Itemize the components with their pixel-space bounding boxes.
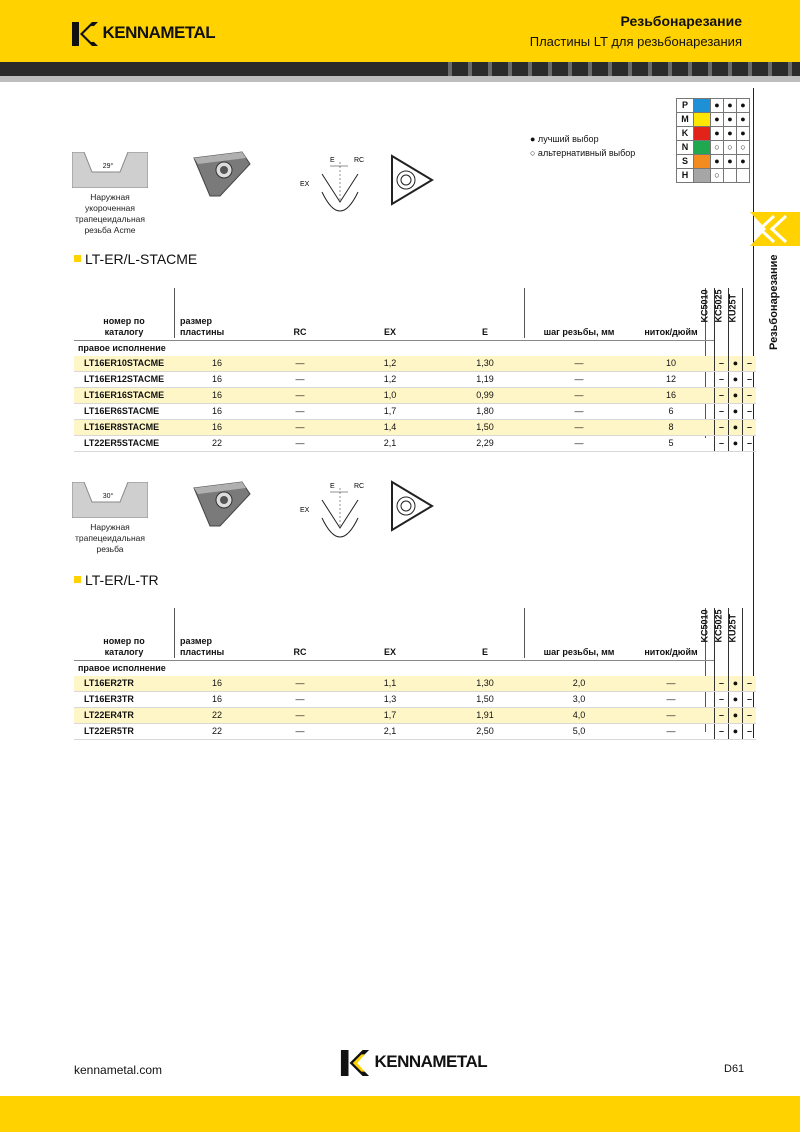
cell-tpi: 16 xyxy=(628,388,715,404)
material-grid xyxy=(676,98,750,183)
cell-size: 16 xyxy=(174,356,260,372)
cell-pitch: — xyxy=(530,436,628,452)
cell-ex: 1,7 xyxy=(340,404,440,420)
insert-geometry-diagram xyxy=(300,478,380,550)
cell-size: 22 xyxy=(174,436,260,452)
cell-g2: ● xyxy=(729,724,743,740)
caption-line: укороченная xyxy=(85,203,135,213)
cell-tpi: 8 xyxy=(628,420,715,436)
cell-g3: – xyxy=(743,692,757,708)
cell-cat: LT16ER8STACME xyxy=(74,420,174,436)
col-header-pitch: шаг резьбы, мм xyxy=(543,647,615,657)
cell-ex: 1,0 xyxy=(340,388,440,404)
section2-title-text: LT-ER/L-TR xyxy=(85,572,159,588)
cell-g1: – xyxy=(715,388,729,404)
insert-photo-icon xyxy=(190,150,254,198)
header-stripe-hatch xyxy=(440,62,800,76)
cell-tpi: — xyxy=(628,708,715,724)
cell-cat: LT16ER10STACME xyxy=(74,356,174,372)
table-row xyxy=(74,708,756,724)
svg-text:E: E xyxy=(330,157,335,164)
col-header-grade: KU25T xyxy=(743,608,757,661)
cell-cat: LT16ER16STACME xyxy=(74,388,174,404)
material-mark: ● xyxy=(737,99,750,113)
header-brand: KENNAMETAL xyxy=(102,23,216,43)
table-row xyxy=(74,420,756,436)
cell-g1: – xyxy=(715,404,729,420)
cell-pitch: — xyxy=(530,388,628,404)
cell-e: 0,99 xyxy=(440,388,530,404)
cell-size: 16 xyxy=(174,692,260,708)
cell-e: 1,50 xyxy=(440,692,530,708)
cell-rc: — xyxy=(260,676,340,692)
section1-title xyxy=(74,251,197,267)
cell-cat: LT16ER6STACME xyxy=(74,404,174,420)
col-header-rc: RC xyxy=(293,647,307,657)
cell-rc: — xyxy=(260,372,340,388)
cell-ex: 2,1 xyxy=(340,724,440,740)
material-mark: ● xyxy=(724,127,737,141)
cell-g2: ● xyxy=(729,404,743,420)
caption-line: Наружная xyxy=(90,522,130,532)
cell-rc: — xyxy=(260,388,340,404)
material-color-swatch xyxy=(694,127,711,141)
cell-g3: – xyxy=(743,388,757,404)
col-header-grade: KC5025 xyxy=(729,608,743,661)
section1-table xyxy=(74,288,756,452)
cell-ex: 1,2 xyxy=(340,356,440,372)
cell-rc: — xyxy=(260,356,340,372)
cell-ex: 1,1 xyxy=(340,676,440,692)
col-header-cat: номер по каталогу xyxy=(103,636,145,657)
cell-e: 1,19 xyxy=(440,372,530,388)
section2-table xyxy=(74,608,756,740)
cell-g3: – xyxy=(743,436,757,452)
legend-alt: ○ альтернативный выбор xyxy=(530,148,636,158)
header-logo xyxy=(72,22,215,46)
cell-tpi: 10 xyxy=(628,356,715,372)
page-title: Резьбонарезание xyxy=(620,13,742,29)
kennametal-k-icon xyxy=(340,1050,370,1076)
material-mark: ● xyxy=(711,113,724,127)
cell-g3: – xyxy=(743,420,757,436)
cell-e: 1,30 xyxy=(440,676,530,692)
cell-g3: – xyxy=(743,372,757,388)
cell-cat: LT16ER2TR xyxy=(74,676,174,692)
col-header-tpi: ниток/дюйм xyxy=(644,327,698,337)
material-letter: P xyxy=(677,99,694,113)
thread-angle-label: 29° xyxy=(102,163,114,170)
material-mark: ● xyxy=(724,155,737,169)
footer-logo xyxy=(340,1050,487,1076)
cell-rc: — xyxy=(260,436,340,452)
cell-g1: – xyxy=(715,356,729,372)
cell-size: 16 xyxy=(174,404,260,420)
cell-pitch: 4,0 xyxy=(530,708,628,724)
footer-brand: KENNAMETAL xyxy=(374,1052,488,1072)
svg-text:RC: RC xyxy=(354,483,365,490)
cell-size: 16 xyxy=(174,676,260,692)
material-mark xyxy=(724,169,737,183)
table-row xyxy=(74,356,756,372)
cell-g1: – xyxy=(715,724,729,740)
cell-tpi: — xyxy=(628,692,715,708)
cell-cat: LT22ER4TR xyxy=(74,708,174,724)
cell-g2: ● xyxy=(729,420,743,436)
cell-g2: ● xyxy=(729,388,743,404)
material-letter: S xyxy=(677,155,694,169)
material-row xyxy=(677,169,750,183)
side-tab-label: Резьбонарезание xyxy=(768,254,780,350)
cell-e: 2,29 xyxy=(440,436,530,452)
material-color-swatch xyxy=(694,155,711,169)
cell-ex: 2,1 xyxy=(340,436,440,452)
table-row xyxy=(74,724,756,740)
col-header-cat: номер по каталогу xyxy=(103,316,145,337)
material-mark: ● xyxy=(711,127,724,141)
cell-ex: 1,7 xyxy=(340,708,440,724)
table-row xyxy=(74,692,756,708)
caption-line: Наружная xyxy=(90,192,130,202)
cell-rc: — xyxy=(260,708,340,724)
col-header-grade: KC5025 xyxy=(729,288,743,341)
cell-g1: – xyxy=(715,436,729,452)
group-label: правое исполнение xyxy=(74,341,715,357)
cell-tpi: 6 xyxy=(628,404,715,420)
material-row xyxy=(677,141,750,155)
material-mark: ● xyxy=(737,155,750,169)
material-color-swatch xyxy=(694,113,711,127)
cell-g2: ● xyxy=(729,372,743,388)
cell-g1: – xyxy=(715,420,729,436)
caption-line: трапецеидальная xyxy=(74,214,146,224)
material-color-swatch xyxy=(694,141,711,155)
insert-topview-icon xyxy=(382,476,438,536)
cell-cat: LT22ER5STACME xyxy=(74,436,174,452)
material-color-swatch xyxy=(694,99,711,113)
caption-line: резьба Acme xyxy=(84,225,136,235)
cell-tpi: — xyxy=(628,676,715,692)
side-chevron-icon xyxy=(744,212,800,246)
table-row xyxy=(74,676,756,692)
section2-caption xyxy=(70,522,150,555)
cell-size: 16 xyxy=(174,420,260,436)
footer-band xyxy=(0,1096,800,1132)
thread-profile-icon xyxy=(72,482,148,518)
cell-size: 16 xyxy=(174,372,260,388)
cell-pitch: 2,0 xyxy=(530,676,628,692)
cell-tpi: 12 xyxy=(628,372,715,388)
cell-g1: – xyxy=(715,676,729,692)
material-mark: ● xyxy=(711,155,724,169)
caption-line: резьба xyxy=(96,544,124,554)
col-header-ex: EX xyxy=(383,327,396,337)
section2-title xyxy=(74,572,159,588)
material-letter: M xyxy=(677,113,694,127)
material-mark: ● xyxy=(737,127,750,141)
material-mark xyxy=(737,169,750,183)
table-row xyxy=(74,436,756,452)
cell-e: 1,91 xyxy=(440,708,530,724)
col-header-grade: KC5010 xyxy=(715,608,729,661)
cell-e: 1,80 xyxy=(440,404,530,420)
material-mark: ● xyxy=(711,99,724,113)
cell-g3: – xyxy=(743,708,757,724)
material-color-swatch xyxy=(694,169,711,183)
cell-g1: – xyxy=(715,708,729,724)
header-stripe-light xyxy=(0,76,800,82)
legend-best: ● лучший выбор xyxy=(530,134,599,144)
cell-tpi: 5 xyxy=(628,436,715,452)
page-number: D61 xyxy=(724,1063,745,1075)
col-header-rc: RC xyxy=(293,327,307,337)
cell-g3: – xyxy=(743,724,757,740)
col-header-size: размер пластины xyxy=(180,316,225,337)
material-row xyxy=(677,99,750,113)
table-row xyxy=(74,404,756,420)
cell-rc: — xyxy=(260,692,340,708)
cell-rc: — xyxy=(260,420,340,436)
cell-g1: – xyxy=(715,372,729,388)
cell-cat: LT16ER3TR xyxy=(74,692,174,708)
material-row xyxy=(677,155,750,169)
legend xyxy=(530,132,635,160)
cell-e: 1,50 xyxy=(440,420,530,436)
col-header-grade: KU25T xyxy=(743,288,757,341)
section-bullet-icon xyxy=(74,255,81,262)
cell-e: 1,30 xyxy=(440,356,530,372)
cell-g2: ● xyxy=(729,436,743,452)
insert-geometry-diagram xyxy=(300,152,380,224)
cell-g2: ● xyxy=(729,708,743,724)
svg-text:RC: RC xyxy=(354,157,365,164)
footer-url[interactable]: kennametal.com xyxy=(74,1063,163,1077)
material-mark: ● xyxy=(724,99,737,113)
material-letter: N xyxy=(677,141,694,155)
material-letter: H xyxy=(677,169,694,183)
svg-text:E: E xyxy=(330,483,335,490)
cell-e: 2,50 xyxy=(440,724,530,740)
table-row xyxy=(74,388,756,404)
cell-cat: LT16ER12STACME xyxy=(74,372,174,388)
cell-g2: ● xyxy=(729,356,743,372)
group-label: правое исполнение xyxy=(74,661,715,677)
cell-ex: 1,3 xyxy=(340,692,440,708)
insert-topview-icon xyxy=(382,150,438,210)
svg-text:EX: EX xyxy=(300,507,310,514)
kennametal-k-icon xyxy=(72,22,98,46)
material-row xyxy=(677,127,750,141)
col-header-ex: EX xyxy=(383,647,396,657)
col-header-tpi: ниток/дюйм xyxy=(644,647,698,657)
material-mark: ● xyxy=(737,113,750,127)
cell-size: 16 xyxy=(174,388,260,404)
material-letter: K xyxy=(677,127,694,141)
section1-caption xyxy=(70,192,150,236)
material-mark: ○ xyxy=(711,141,724,155)
cell-pitch: — xyxy=(530,356,628,372)
col-header-e: E xyxy=(481,647,488,657)
cell-g2: ● xyxy=(729,676,743,692)
caption-line: трапецеидальная xyxy=(74,533,146,543)
insert-photo-icon xyxy=(190,480,254,528)
side-tab[interactable] xyxy=(762,254,784,350)
cell-rc: — xyxy=(260,404,340,420)
svg-text:EX: EX xyxy=(300,181,310,188)
cell-tpi: — xyxy=(628,724,715,740)
material-mark: ● xyxy=(724,113,737,127)
cell-pitch: 5,0 xyxy=(530,724,628,740)
section1-title-text: LT-ER/L-STACME xyxy=(85,251,198,267)
cell-ex: 1,4 xyxy=(340,420,440,436)
table-row xyxy=(74,372,756,388)
thread-angle-label: 30° xyxy=(102,493,114,500)
material-row xyxy=(677,113,750,127)
cell-g2: ● xyxy=(729,692,743,708)
cell-pitch: — xyxy=(530,404,628,420)
thread-profile-icon xyxy=(72,152,148,188)
cell-pitch: — xyxy=(530,372,628,388)
page-subtitle: Пластины LT для резьбонарезания xyxy=(529,34,742,49)
cell-cat: LT22ER5TR xyxy=(74,724,174,740)
section-bullet-icon xyxy=(74,576,81,583)
cell-pitch: 3,0 xyxy=(530,692,628,708)
cell-g3: – xyxy=(743,404,757,420)
material-mark: ○ xyxy=(711,169,724,183)
cell-size: 22 xyxy=(174,708,260,724)
cell-rc: — xyxy=(260,724,340,740)
col-header-pitch: шаг резьбы, мм xyxy=(543,327,615,337)
cell-g1: – xyxy=(715,692,729,708)
col-header-grade: KC5010 xyxy=(715,288,729,341)
material-mark: ○ xyxy=(737,141,750,155)
col-header-size: размер пластины xyxy=(180,636,225,657)
cell-size: 22 xyxy=(174,724,260,740)
cell-pitch: — xyxy=(530,420,628,436)
material-mark: ○ xyxy=(724,141,737,155)
cell-g3: – xyxy=(743,356,757,372)
cell-g3: – xyxy=(743,676,757,692)
col-header-e: E xyxy=(481,327,488,337)
cell-ex: 1,2 xyxy=(340,372,440,388)
